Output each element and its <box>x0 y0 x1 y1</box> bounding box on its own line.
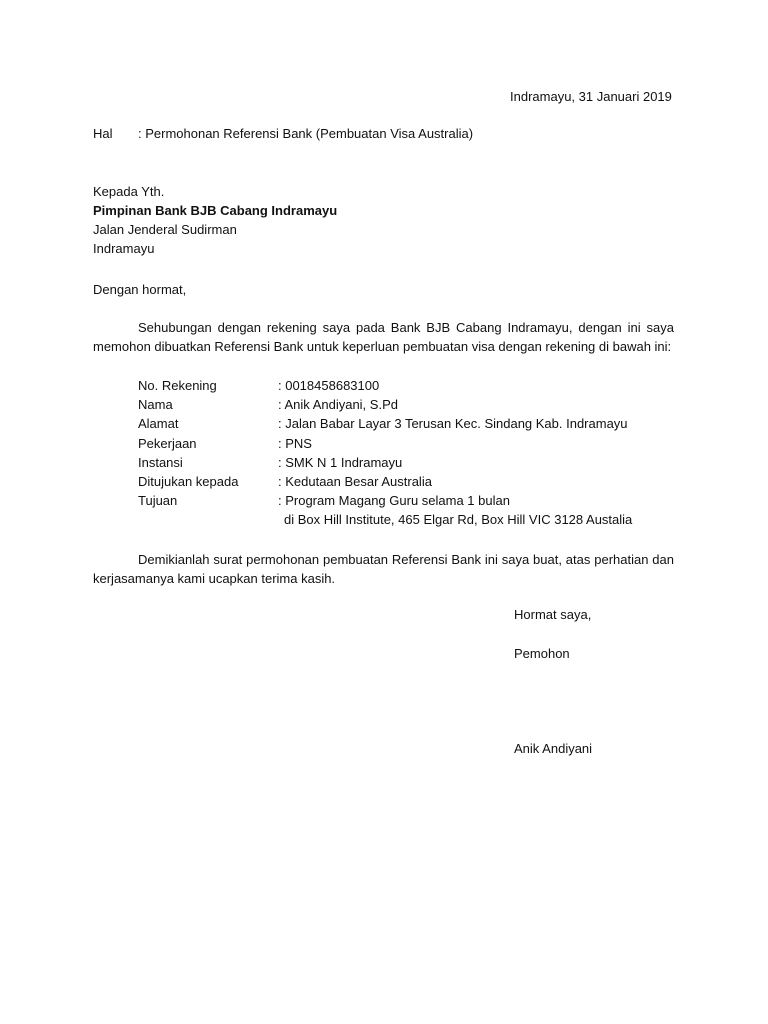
detail-value: : PNS <box>278 435 312 451</box>
account-details <box>138 376 632 530</box>
recipient-name: Pimpinan Bank BJB Cabang Indramayu <box>93 203 338 218</box>
detail-value: : Kedutaan Besar Australia <box>278 474 432 490</box>
subject-label: Hal <box>93 126 113 141</box>
detail-value: : Jalan Babar Layar 3 Terusan Kec. Sindang Kab. Indramayu <box>278 416 628 432</box>
detail-row <box>138 414 632 433</box>
detail-row <box>138 376 632 395</box>
detail-row <box>138 434 632 453</box>
detail-value: : 0018458683100 <box>278 378 380 393</box>
applicant-label: Pemohon <box>514 646 570 661</box>
opening-paragraph: Sehubungan dengan rekening saya pada Bank BJB Cabang Indramayu, dengan ini saya memohon dibuatkan Referensi Bank untuk keperluan pembuatan visa dengan rekening di bawah ini: <box>93 320 674 354</box>
detail-label: Ditujukan kepada <box>138 474 239 490</box>
detail-label: Nama <box>138 397 173 413</box>
detail-value: di Box Hill Institute, 465 Elgar Rd, Box Hill VIC 3128 Austalia <box>284 512 633 528</box>
detail-label: No. Rekening <box>138 378 217 393</box>
recipient-block <box>93 182 337 258</box>
recipient-street: Jalan Jenderal Sudirman <box>93 222 237 237</box>
detail-row <box>138 453 632 472</box>
signatory-name: Anik Andiyani <box>514 741 593 756</box>
detail-label <box>138 510 278 529</box>
closing-salutation: Hormat saya, <box>514 607 592 622</box>
detail-label: Instansi <box>138 454 183 470</box>
subject-text: : Permohonan Referensi Bank (Pembuatan Visa Australia) <box>138 126 474 141</box>
detail-row <box>138 395 632 414</box>
detail-label: Tujuan <box>138 493 178 509</box>
detail-row <box>138 472 632 491</box>
recipient-salutation: Kepada Yth. <box>93 184 165 199</box>
detail-value: : Anik Andiyani, S.Pd <box>278 397 398 413</box>
detail-label: Alamat <box>138 416 179 432</box>
detail-value: : Program Magang Guru selama 1 bulan <box>278 493 510 509</box>
detail-value: : SMK N 1 Indramayu <box>278 454 403 470</box>
recipient-city: Indramayu <box>93 241 155 256</box>
greeting: Dengan hormat, <box>93 282 187 297</box>
detail-row-continuation <box>138 510 632 529</box>
letter-date: Indramayu, 31 Januari 2019 <box>510 89 672 104</box>
detail-row <box>138 491 632 510</box>
detail-label: Pekerjaan <box>138 435 197 451</box>
closing-paragraph: Demikianlah surat permohonan pembuatan Referensi Bank ini saya buat, atas perhatian dan kerjasamanya kami ucapkan terima kasih. <box>93 552 674 586</box>
